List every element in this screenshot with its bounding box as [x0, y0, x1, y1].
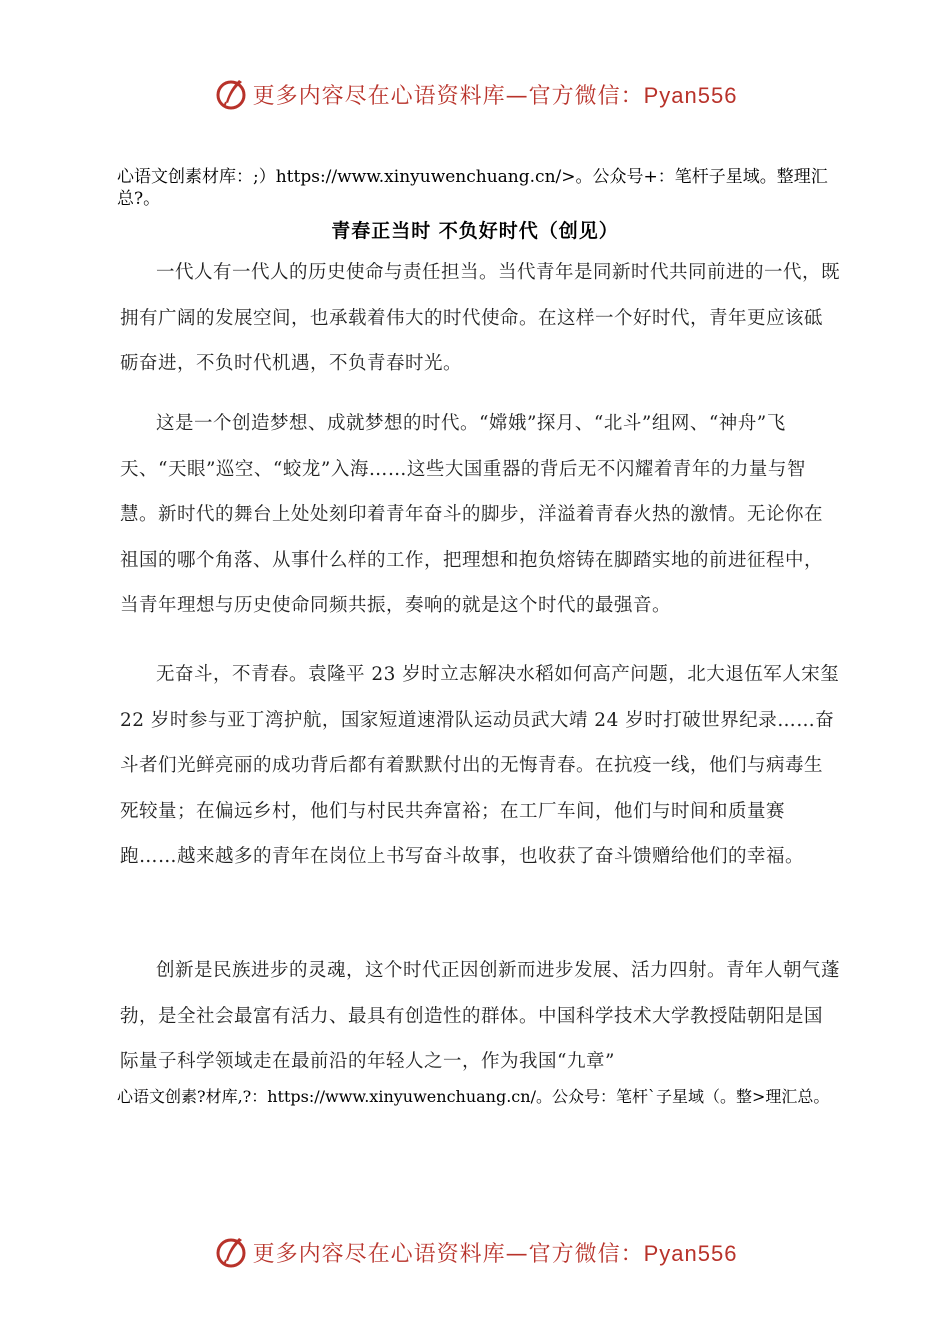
header-banner	[0, 70, 950, 118]
article-paragraph-3: 无奋斗，不青春。袁隆平 23 岁时立志解决水稻如何高产问题，北大退伍军人宋玺 22 岁时参与亚丁湾护航，国家短道速滑队运动员武大靖 24 岁时打破世界纪录……奋斗者们光鲜亮丽的成功背后都有着默默付出的无悔青春。在抗疫一线，他们与病毒生死较量；在偏远乡村，他们与村民共奔富裕；在工厂车间，他们与时间和质量赛跑……越来越多的青年在岗位上书写奋斗故事，也收获了奋斗馈赠给他们的幸福。	[120, 664, 840, 867]
banner-wechat-id: Pyan556	[643, 82, 738, 108]
quill-pen-circle-icon	[213, 1234, 249, 1270]
article-paragraph-4: 创新是民族进步的灵魂，这个时代正因创新而进步发展、活力四射。青年人朝气蓬勃，是全社会最富有活力、最具有创造性的群体。中国科学技术大学教授陆朝阳是国际量子科学领域走在最前沿的年轻人之一，作为我国“九章”	[120, 960, 841, 1072]
source-note-top: 心语文创素材库：;）https://www.xinyuwenchuang.cn/>。公众号+：笔杆子星域。整理汇总?。	[117, 167, 828, 209]
article-paragraph-2: 这是一个创造梦想、成就梦想的时代。“嫦娥”探月、“北斗”组网、“神舟”飞天、“天眼”巡空、“蛟龙”入海……这些大国重器的背后无不闪耀着青年的力量与智慧。新时代的舞台上处处刻印着青年奋斗的脚步，洋溢着青春火热的激情。无论你在祖国的哪个角落、从事什么样的工作，把理想和抱负熔铸在脚踏实地的前进征程中，当青年理想与历史使命同频共振，奏响的就是这个时代的最强音。	[120, 413, 824, 616]
footer-banner	[0, 1228, 950, 1276]
banner-text: 更多内容尽在心语资料库—官方微信：Pyan556	[252, 1240, 738, 1267]
article-title: 青春正当时 不负好时代（创见）	[331, 220, 619, 242]
article-paragraph-1: 一代人有一代人的历史使命与责任担当。当代青年是同新时代共同前进的一代，既拥有广阔的发展空间，也承载着伟大的时代使命。在这样一个好时代，青年更应该砥砺奋进，不负时代机遇，不负青春时光。	[120, 262, 841, 374]
quill-pen-circle-icon	[213, 76, 249, 112]
banner-wechat-id: Pyan556	[643, 1240, 738, 1266]
source-note-bottom: 心语文创素?材库,?：https://www.xinyuwenchuang.cn/。公众号：笔杆`子星域（。整>理汇总。	[117, 1087, 830, 1106]
banner-text: 更多内容尽在心语资料库—官方微信：Pyan556	[252, 82, 738, 109]
